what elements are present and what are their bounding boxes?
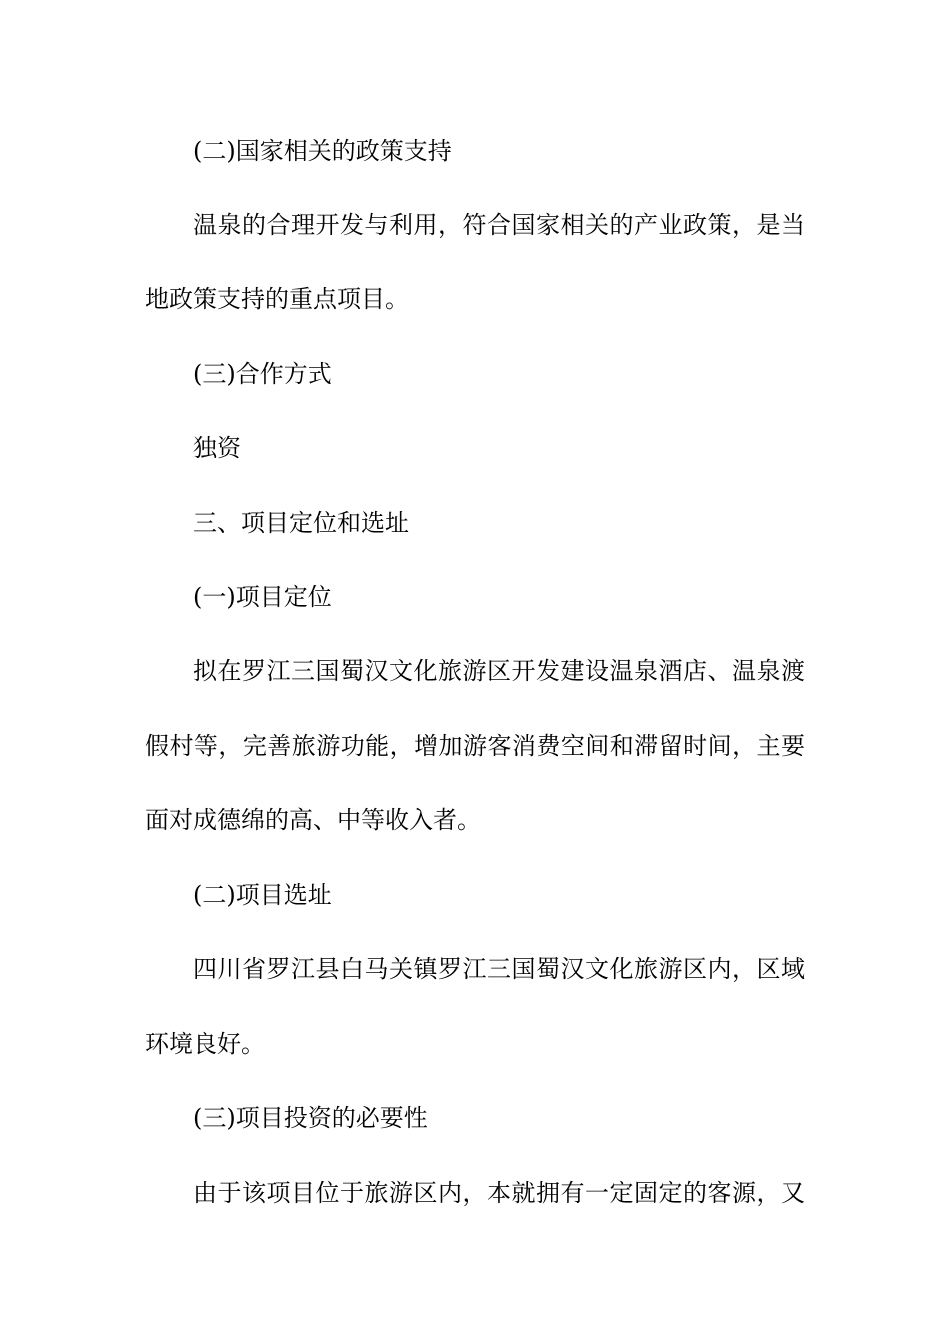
paragraph-line: 环境良好。: [145, 1030, 265, 1058]
paragraph-line: 拟在罗江三国蜀汉文化旅游区开发建设温泉酒店、温泉渡: [193, 657, 805, 685]
paragraph-line: 面对成德绵的高、中等收入者。: [145, 806, 481, 834]
paragraph-line: 温泉的合理开发与利用，符合国家相关的产业政策，是当: [193, 211, 805, 239]
paragraph-line: 地政策支持的重点项目。: [145, 285, 409, 313]
subheading-cooperation-mode: (三)合作方式: [193, 360, 332, 388]
section-heading-positioning-site: 三、项目定位和选址: [193, 509, 409, 537]
subheading-investment-necessity: (三)项目投资的必要性: [193, 1104, 428, 1132]
paragraph-line: 四川省罗江县白马关镇罗江三国蜀汉文化旅游区内，区域: [193, 955, 805, 983]
subheading-site-selection: (二)项目选址: [193, 881, 332, 909]
subheading-policy-support: (二)国家相关的政策支持: [193, 137, 452, 165]
paragraph-line: 独资: [193, 434, 241, 462]
paragraph-line: 假村等，完善旅游功能，增加游客消费空间和滞留时间，主要: [145, 732, 805, 760]
paragraph-line: 由于该项目位于旅游区内，本就拥有一定固定的客源，又: [193, 1179, 805, 1207]
subheading-positioning: (一)项目定位: [193, 583, 332, 611]
